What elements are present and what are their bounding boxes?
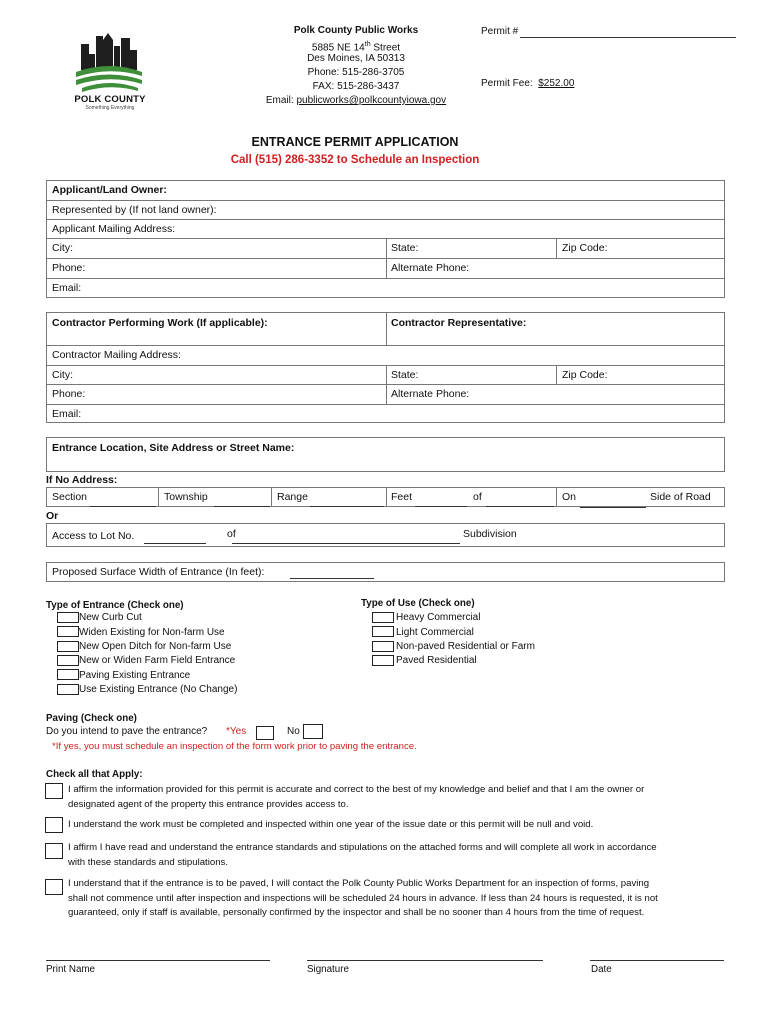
affirm-checkbox-3[interactable] [45,843,63,859]
entrance-option-checkbox-3[interactable] [57,641,79,652]
paving-note: *If yes, you must schedule an inspection of the form work prior to paving the entrance. [52,741,417,752]
entrance-option-label-6: Use Existing Entrance (No Change) [79,684,238,695]
subdivision-label: Subdivision [463,528,517,540]
contractor-performing-field[interactable]: Contractor Performing Work (If applicable): [52,317,268,329]
org-email: Email: publicworks@polkcountyiowa.gov [265,95,447,106]
use-option-checkbox-4[interactable] [372,655,394,666]
applicant-alt-phone-field[interactable]: Alternate Phone: [391,262,470,274]
applicant-mailing-field[interactable]: Applicant Mailing Address: [52,223,176,235]
affirm-text-4: I understand that if the entrance is to be paved, I will contact the Polk County Public Works Department for an inspection of forms, paving shall not commence until after inspection and inspections will be scheduled 24 hours in advance. If less than 24 hours is requested, it is not guaranteed, only if staff is available, personally confirmed by the inspector and shall be no sooner than 4 hours from the time of request. [68,878,658,918]
permit-fee: Permit Fee: $252.00 [481,78,575,89]
entrance-option-checkbox-5[interactable] [57,669,79,680]
contractor-rep-field[interactable]: Contractor Representative: [391,317,527,329]
contractor-alt-phone-field[interactable]: Alternate Phone: [391,388,470,400]
range-input[interactable] [310,506,384,507]
entrance-location-label: Entrance Location, Site Address or Street Name: [52,442,295,454]
contractor-city-field[interactable]: City: [52,369,73,381]
email-link[interactable]: publicworks@polkcountyiowa.gov [296,95,447,106]
proposed-width-input[interactable] [290,578,374,579]
feet-label: Feet [391,491,413,503]
affirm-text-2: I understand the work must be completed and inspected within one year of the issue date or this permit will be null and void. [68,819,594,830]
township-label: Township [164,491,208,503]
paving-question: Do you intend to pave the entrance? [46,726,208,737]
org-street: 5885 NE 14th Street [311,41,401,54]
entrance-option-label-5: Paving Existing Entrance [79,670,191,681]
applicant-zip-field[interactable]: Zip Code: [562,242,608,254]
subdivision-input[interactable] [232,543,460,544]
affirm-checkbox-1[interactable] [45,783,63,799]
paving-no-checkbox[interactable] [303,724,323,739]
legal-description-row [46,487,725,507]
org-phone: Phone: 515-286-3705 [307,67,405,78]
township-input[interactable] [214,506,270,507]
affirm-checkbox-2[interactable] [45,817,63,833]
of-input[interactable] [486,506,554,507]
check-all-heading: Check all that Apply: [46,769,143,780]
entrance-option-checkbox-6[interactable] [57,684,79,695]
signature-label: Signature [307,964,349,975]
or-label: Or [46,510,59,522]
applicant-state-field[interactable]: State: [391,242,419,254]
range-label: Range [277,491,308,503]
print-name-label: Print Name [46,964,95,975]
org-address-block [236,24,476,114]
section-label: Section [52,491,88,503]
side-of-road-label: Side of Road [650,491,711,503]
use-option-label-3: Non-paved Residential or Farm [396,641,535,652]
paving-heading: Paving (Check one) [46,713,137,724]
org-name: Polk County Public Works [293,25,419,36]
logo-graphic-icon [72,30,148,92]
on-label: On [562,491,577,503]
permit-number-label: Permit # [481,26,519,37]
affirm-text-3: I affirm I have read and understand the entrance standards and stipulations on the attached forms and will complete all work in accordance with these standards and stipulations. [68,842,657,868]
logo-text: POLK COUNTY [74,94,146,105]
entrance-option-checkbox-1[interactable] [57,612,79,623]
paving-yes-checkbox[interactable] [256,726,274,740]
if-no-address-label: If No Address: [46,474,118,486]
affirm-checkbox-4[interactable] [45,879,63,895]
print-name-line[interactable] [46,960,270,961]
polk-county-logo [72,30,148,112]
org-fax: FAX: 515-286-3437 [312,81,400,92]
contractor-phone-field[interactable]: Phone: [52,388,86,400]
paving-no-label: No [287,726,300,737]
lot-number-input[interactable] [144,543,206,544]
org-city: Des Moines, IA 50313 [307,53,405,64]
access-lot-label: Access to Lot No. [52,530,135,542]
type-of-use-heading: Type of Use (Check one) [361,598,475,609]
contractor-mailing-field[interactable]: Contractor Mailing Address: [52,349,181,361]
logo-tagline: Something Everything [85,105,135,111]
date-label: Date [591,964,612,975]
entrance-option-checkbox-4[interactable] [57,655,79,666]
entrance-option-label-1: New Curb Cut [79,612,142,623]
use-option-label-2: Light Commercial [396,627,474,638]
contractor-email-field[interactable]: Email: [52,408,82,420]
entrance-option-label-3: New Open Ditch for Non-farm Use [79,641,232,652]
paving-yes-label: *Yes [226,726,247,737]
use-option-label-4: Paved Residential [396,655,477,666]
signature-line[interactable] [307,960,543,961]
use-option-checkbox-2[interactable] [372,626,394,637]
section-input[interactable] [90,506,156,507]
contractor-zip-field[interactable]: Zip Code: [562,369,608,381]
form-title: ENTRANCE PERMIT APPLICATION [251,135,459,149]
proposed-width-label: Proposed Surface Width of Entrance (In feet): [52,566,265,578]
entrance-option-label-2: Widen Existing for Non-farm Use [79,627,225,638]
applicant-section [46,180,725,298]
represented-by-field[interactable]: Represented by (If not land owner): [52,204,217,216]
date-line[interactable] [590,960,724,961]
proposed-width-row [46,562,725,582]
use-option-checkbox-3[interactable] [372,641,394,652]
applicant-email-field[interactable]: Email: [52,282,82,294]
affirm-text-1: I affirm the information provided for this permit is accurate and correct to the best of my knowledge and belief and that I am the owner or designated agent of the property this entrance provides access to. [68,784,645,810]
use-option-checkbox-1[interactable] [372,612,394,623]
entrance-location-field[interactable] [46,437,725,472]
feet-input[interactable] [415,506,467,507]
permit-number-field[interactable] [520,37,736,38]
type-of-entrance-heading: Type of Entrance (Check one) [46,600,184,611]
applicant-city-field[interactable]: City: [52,242,73,254]
inspection-call-note: Call (515) 286-3352 to Schedule an Inspection [230,154,480,166]
applicant-phone-field[interactable]: Phone: [52,262,86,274]
on-input[interactable] [580,507,646,508]
entrance-option-checkbox-2[interactable] [57,626,79,637]
entrance-option-label-4: New or Widen Farm Field Entrance [79,655,236,666]
of-label: of [473,491,482,503]
of-lot-label: of [227,528,236,540]
use-option-label-1: Heavy Commercial [396,612,481,623]
contractor-state-field[interactable]: State: [391,369,419,381]
applicant-owner-field[interactable]: Applicant/Land Owner: [52,184,167,196]
contractor-section [46,312,725,423]
